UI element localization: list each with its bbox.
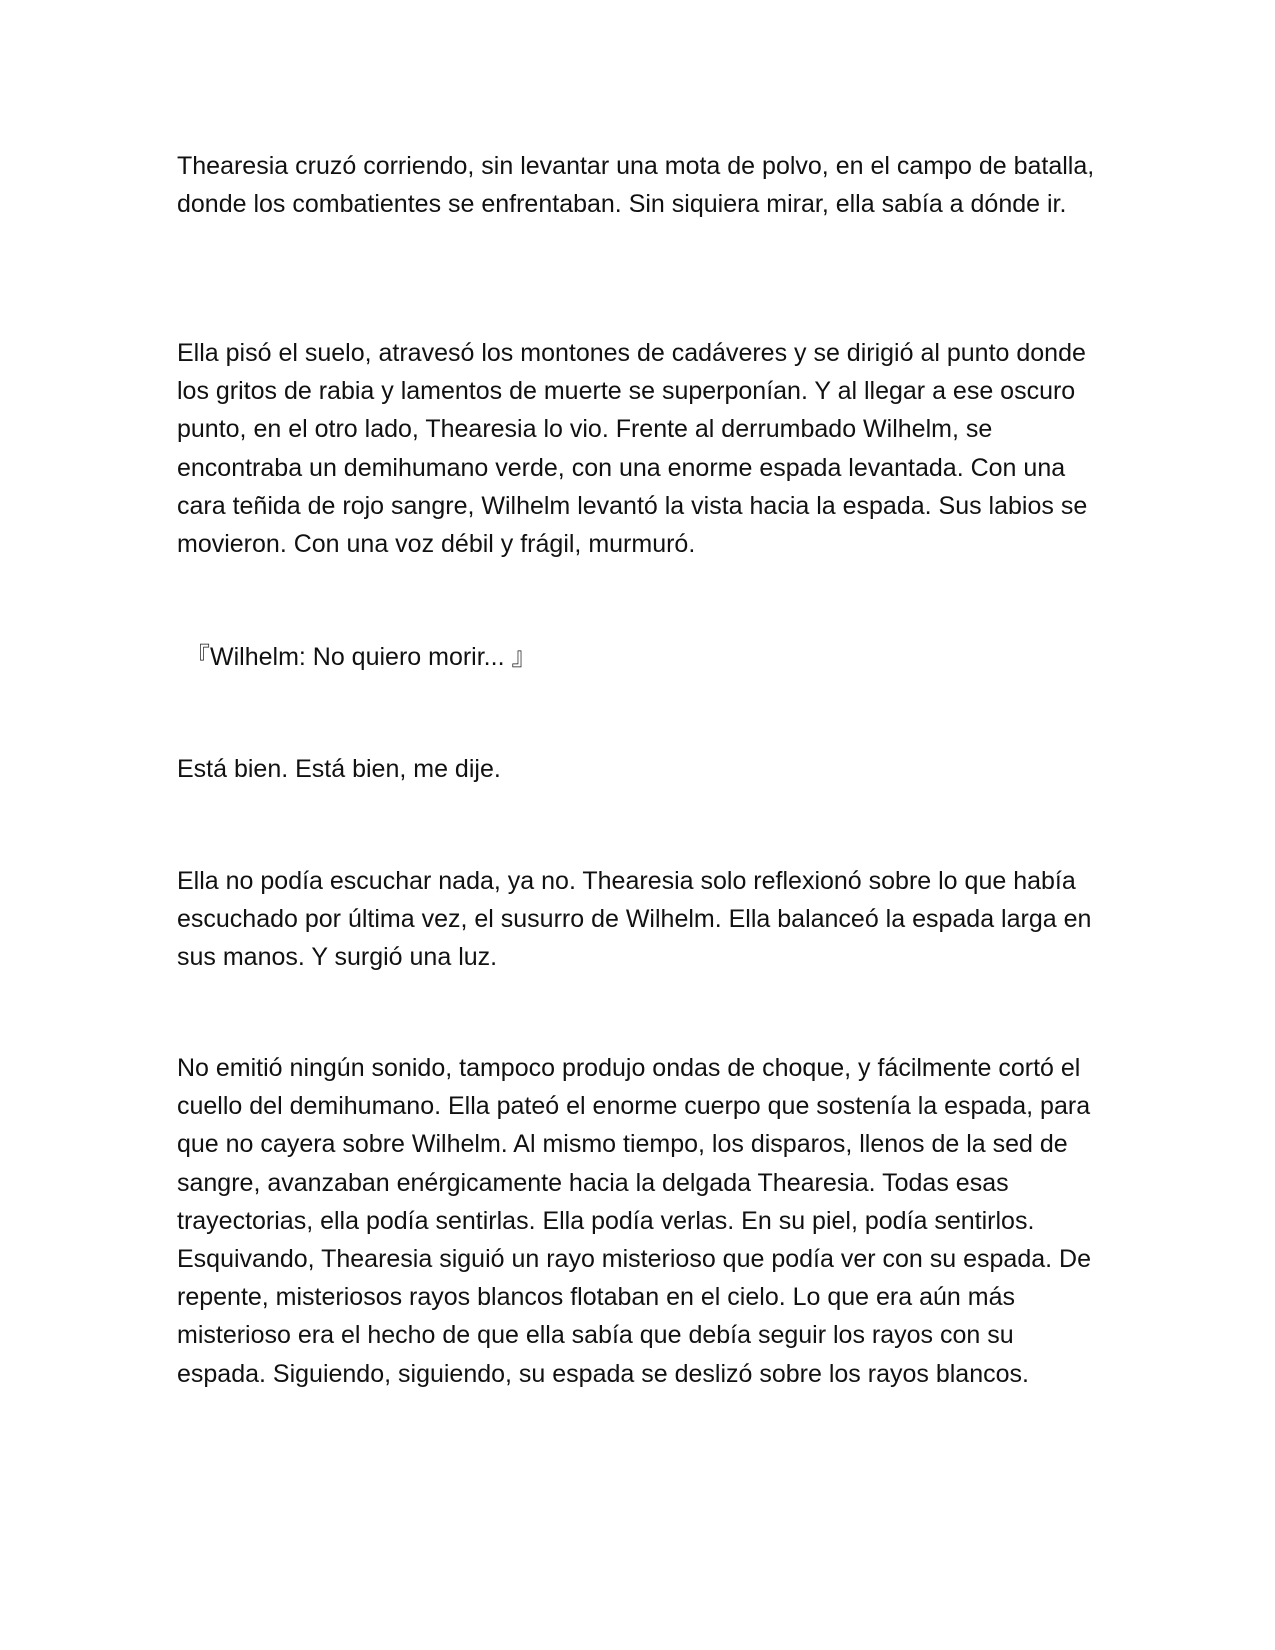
paragraph-2: Ella pisó el suelo, atravesó los montones de cadáveres y se dirigió al punto donde los gritos de rabia y lamentos de muerte se superponían. Y al llegar a ese oscuro punto, en el otro lado, Thearesia lo vio. Frente al derrumbado Wilhelm, se encontraba un demihumano verde, con una enorme espada levantada. Con una cara teñida de rojo sangre, Wilhelm levantó la vista hacia la espada. Sus labios se movieron. Con una voz débil y frágil, murmuró. — [177, 339, 1088, 559]
paragraph-4: Está bien. Está bien, me dije. — [177, 755, 501, 783]
paragraph-1: Thearesia cruzó corriendo, sin levantar una mota de polvo, en el campo de batalla, donde los combatientes se enfrentaban. Sin siquiera mirar, ella sabía a dónde ir. — [177, 152, 1095, 219]
dialogue-line: 『Wilhelm: No quiero morir... 』 — [185, 643, 537, 671]
paragraph-6: No emitió ningún sonido, tampoco produjo ondas de choque, y fácilmente cortó el cuello del demihumano. Ella pateó el enorme cuerpo que sostenía la espada, para que no cayera sobre Wilhelm. Al mismo tiempo, los disparos, llenos de la sed de sangre, avanzaban enérgicamente hacia la delgada Thearesia. Todas esas trayectorias, ella podía sentirlas. Ella podía verlas. En su piel, podía sentirlos. Esquivando, Thearesia siguió un rayo misterioso que podía ver con su espada. De repente, misteriosos rayos blancos flotaban en el cielo. Lo que era aún más misterioso era el hecho de que ella sabía que debía seguir los rayos con su espada. Siguiendo, siguiendo, su espada se deslizó sobre los rayos blancos. — [177, 1054, 1091, 1388]
paragraph-5: Ella no podía escuchar nada, ya no. Thearesia solo reflexionó sobre lo que había escuchado por última vez, el susurro de Wilhelm. Ella balanceó la espada larga en sus manos. Y surgió una luz. — [177, 867, 1092, 972]
